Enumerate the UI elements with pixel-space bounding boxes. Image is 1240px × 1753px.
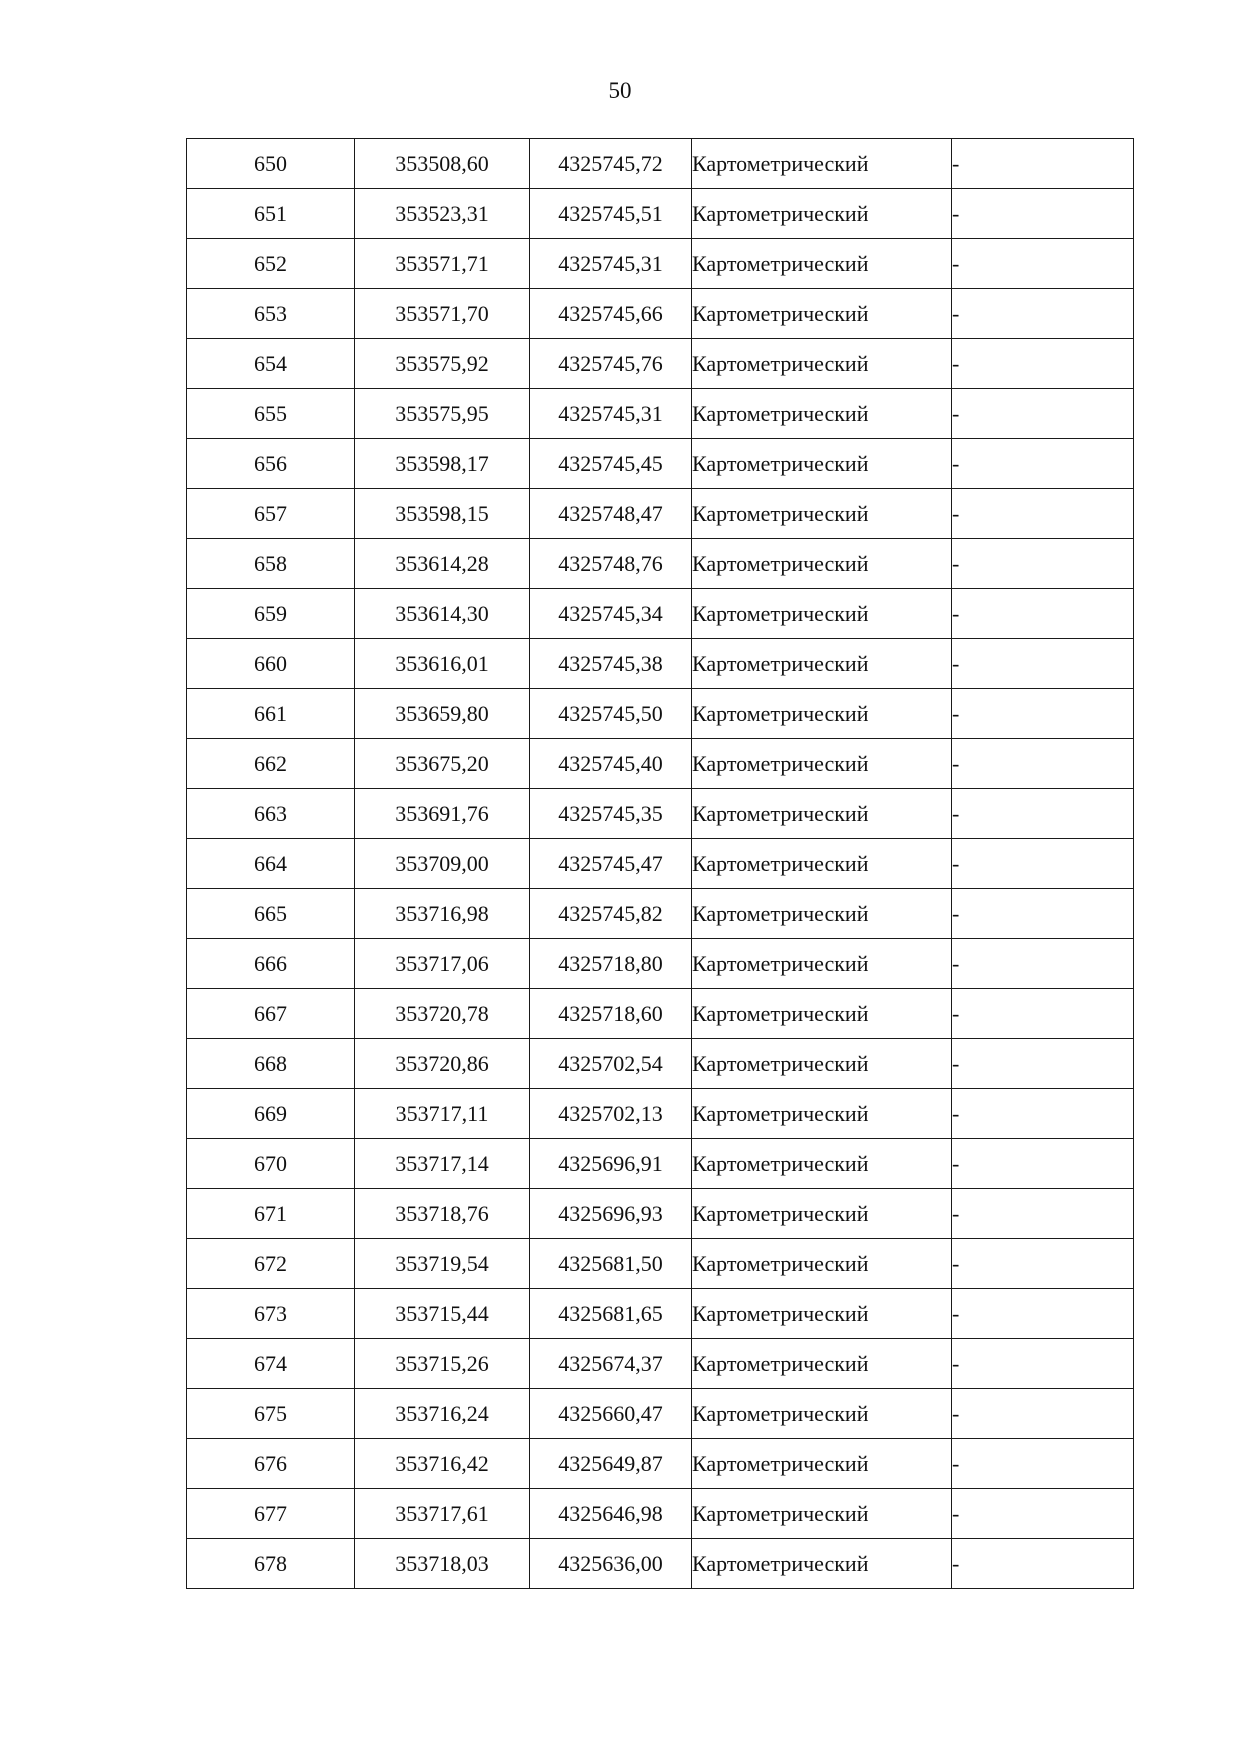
point-number-cell: 676	[187, 1439, 355, 1489]
y-coordinate-cell: 4325745,50	[530, 689, 692, 739]
method-cell: Картометрический	[692, 1139, 952, 1189]
x-coordinate-cell: 353715,44	[355, 1289, 530, 1339]
method-cell: Картометрический	[692, 1389, 952, 1439]
table-row	[187, 289, 1134, 339]
x-coordinate-cell: 353523,31	[355, 189, 530, 239]
y-coordinate-cell: 4325745,76	[530, 339, 692, 389]
point-number-cell: 667	[187, 989, 355, 1039]
extra-cell: -	[952, 239, 1134, 289]
extra-cell: -	[952, 889, 1134, 939]
table-row	[187, 589, 1134, 639]
x-coordinate-cell: 353709,00	[355, 839, 530, 889]
extra-cell: -	[952, 1439, 1134, 1489]
x-coordinate-cell: 353717,06	[355, 939, 530, 989]
table-row	[187, 1389, 1134, 1439]
y-coordinate-cell: 4325674,37	[530, 1339, 692, 1389]
point-number-cell: 662	[187, 739, 355, 789]
method-cell: Картометрический	[692, 189, 952, 239]
y-coordinate-cell: 4325745,66	[530, 289, 692, 339]
y-coordinate-cell: 4325681,65	[530, 1289, 692, 1339]
x-coordinate-cell: 353614,30	[355, 589, 530, 639]
point-number-cell: 664	[187, 839, 355, 889]
coordinates-table	[186, 138, 1134, 1589]
y-coordinate-cell: 4325745,31	[530, 389, 692, 439]
coordinates-table-body	[187, 139, 1134, 1589]
extra-cell: -	[952, 139, 1134, 189]
point-number-cell: 655	[187, 389, 355, 439]
x-coordinate-cell: 353575,95	[355, 389, 530, 439]
table-row	[187, 1539, 1134, 1589]
method-cell: Картометрический	[692, 1239, 952, 1289]
method-cell: Картометрический	[692, 1189, 952, 1239]
y-coordinate-cell: 4325748,47	[530, 489, 692, 539]
extra-cell: -	[952, 689, 1134, 739]
y-coordinate-cell: 4325681,50	[530, 1239, 692, 1289]
point-number-cell: 651	[187, 189, 355, 239]
extra-cell: -	[952, 1239, 1134, 1289]
x-coordinate-cell: 353691,76	[355, 789, 530, 839]
x-coordinate-cell: 353716,42	[355, 1439, 530, 1489]
y-coordinate-cell: 4325745,35	[530, 789, 692, 839]
x-coordinate-cell: 353717,14	[355, 1139, 530, 1189]
method-cell: Картометрический	[692, 989, 952, 1039]
point-number-cell: 674	[187, 1339, 355, 1389]
x-coordinate-cell: 353717,61	[355, 1489, 530, 1539]
point-number-cell: 650	[187, 139, 355, 189]
point-number-cell: 673	[187, 1289, 355, 1339]
point-number-cell: 669	[187, 1089, 355, 1139]
point-number-cell: 656	[187, 439, 355, 489]
table-row	[187, 1289, 1134, 1339]
point-number-cell: 652	[187, 239, 355, 289]
table-row	[187, 1339, 1134, 1389]
point-number-cell: 654	[187, 339, 355, 389]
x-coordinate-cell: 353716,98	[355, 889, 530, 939]
extra-cell: -	[952, 939, 1134, 989]
point-number-cell: 663	[187, 789, 355, 839]
method-cell: Картометрический	[692, 1539, 952, 1589]
x-coordinate-cell: 353720,86	[355, 1039, 530, 1089]
table-row	[187, 1039, 1134, 1089]
point-number-cell: 675	[187, 1389, 355, 1439]
method-cell: Картометрический	[692, 1089, 952, 1139]
table-row	[187, 889, 1134, 939]
point-number-cell: 666	[187, 939, 355, 989]
y-coordinate-cell: 4325745,82	[530, 889, 692, 939]
table-row	[187, 1239, 1134, 1289]
extra-cell: -	[952, 1089, 1134, 1139]
point-number-cell: 670	[187, 1139, 355, 1189]
method-cell: Картометрический	[692, 289, 952, 339]
method-cell: Картометрический	[692, 389, 952, 439]
method-cell: Картометрический	[692, 1489, 952, 1539]
y-coordinate-cell: 4325745,31	[530, 239, 692, 289]
extra-cell: -	[952, 439, 1134, 489]
extra-cell: -	[952, 339, 1134, 389]
x-coordinate-cell: 353571,70	[355, 289, 530, 339]
x-coordinate-cell: 353720,78	[355, 989, 530, 1039]
y-coordinate-cell: 4325646,98	[530, 1489, 692, 1539]
method-cell: Картометрический	[692, 489, 952, 539]
y-coordinate-cell: 4325636,00	[530, 1539, 692, 1589]
table-row	[187, 1139, 1134, 1189]
extra-cell: -	[952, 1339, 1134, 1389]
extra-cell: -	[952, 1389, 1134, 1439]
x-coordinate-cell: 353719,54	[355, 1239, 530, 1289]
extra-cell: -	[952, 1039, 1134, 1089]
y-coordinate-cell: 4325745,51	[530, 189, 692, 239]
x-coordinate-cell: 353675,20	[355, 739, 530, 789]
method-cell: Картометрический	[692, 139, 952, 189]
y-coordinate-cell: 4325696,91	[530, 1139, 692, 1189]
table-row	[187, 1489, 1134, 1539]
point-number-cell: 661	[187, 689, 355, 739]
point-number-cell: 659	[187, 589, 355, 639]
x-coordinate-cell: 353659,80	[355, 689, 530, 739]
y-coordinate-cell: 4325745,38	[530, 639, 692, 689]
y-coordinate-cell: 4325696,93	[530, 1189, 692, 1239]
point-number-cell: 653	[187, 289, 355, 339]
x-coordinate-cell: 353598,15	[355, 489, 530, 539]
x-coordinate-cell: 353616,01	[355, 639, 530, 689]
table-row	[187, 739, 1134, 789]
point-number-cell: 668	[187, 1039, 355, 1089]
y-coordinate-cell: 4325660,47	[530, 1389, 692, 1439]
point-number-cell: 658	[187, 539, 355, 589]
table-row	[187, 1189, 1134, 1239]
table-row	[187, 439, 1134, 489]
y-coordinate-cell: 4325745,45	[530, 439, 692, 489]
method-cell: Картометрический	[692, 689, 952, 739]
method-cell: Картометрический	[692, 589, 952, 639]
extra-cell: -	[952, 1539, 1134, 1589]
method-cell: Картометрический	[692, 639, 952, 689]
x-coordinate-cell: 353718,03	[355, 1539, 530, 1589]
table-row	[187, 339, 1134, 389]
method-cell: Картометрический	[692, 739, 952, 789]
x-coordinate-cell: 353614,28	[355, 539, 530, 589]
extra-cell: -	[952, 789, 1134, 839]
y-coordinate-cell: 4325702,54	[530, 1039, 692, 1089]
table-row	[187, 539, 1134, 589]
extra-cell: -	[952, 1489, 1134, 1539]
extra-cell: -	[952, 989, 1134, 1039]
method-cell: Картометрический	[692, 1339, 952, 1389]
x-coordinate-cell: 353575,92	[355, 339, 530, 389]
x-coordinate-cell: 353571,71	[355, 239, 530, 289]
method-cell: Картометрический	[692, 1289, 952, 1339]
method-cell: Картометрический	[692, 239, 952, 289]
method-cell: Картометрический	[692, 539, 952, 589]
extra-cell: -	[952, 389, 1134, 439]
y-coordinate-cell: 4325702,13	[530, 1089, 692, 1139]
extra-cell: -	[952, 289, 1134, 339]
x-coordinate-cell: 353508,60	[355, 139, 530, 189]
method-cell: Картометрический	[692, 1039, 952, 1089]
method-cell: Картометрический	[692, 889, 952, 939]
table-row	[187, 689, 1134, 739]
x-coordinate-cell: 353717,11	[355, 1089, 530, 1139]
extra-cell: -	[952, 589, 1134, 639]
table-row	[187, 239, 1134, 289]
y-coordinate-cell: 4325649,87	[530, 1439, 692, 1489]
table-row	[187, 489, 1134, 539]
point-number-cell: 678	[187, 1539, 355, 1589]
extra-cell: -	[952, 639, 1134, 689]
x-coordinate-cell: 353716,24	[355, 1389, 530, 1439]
extra-cell: -	[952, 539, 1134, 589]
page-number: 50	[608, 78, 632, 103]
method-cell: Картометрический	[692, 339, 952, 389]
y-coordinate-cell: 4325748,76	[530, 539, 692, 589]
table-row	[187, 389, 1134, 439]
extra-cell: -	[952, 1289, 1134, 1339]
y-coordinate-cell: 4325745,72	[530, 139, 692, 189]
point-number-cell: 671	[187, 1189, 355, 1239]
extra-cell: -	[952, 489, 1134, 539]
x-coordinate-cell: 353718,76	[355, 1189, 530, 1239]
table-row	[187, 1089, 1134, 1139]
y-coordinate-cell: 4325745,40	[530, 739, 692, 789]
point-number-cell: 665	[187, 889, 355, 939]
table-row	[187, 939, 1134, 989]
y-coordinate-cell: 4325745,47	[530, 839, 692, 889]
method-cell: Картометрический	[692, 789, 952, 839]
point-number-cell: 677	[187, 1489, 355, 1539]
x-coordinate-cell: 353598,17	[355, 439, 530, 489]
y-coordinate-cell: 4325718,80	[530, 939, 692, 989]
method-cell: Картометрический	[692, 939, 952, 989]
method-cell: Картометрический	[692, 439, 952, 489]
extra-cell: -	[952, 189, 1134, 239]
method-cell: Картометрический	[692, 839, 952, 889]
extra-cell: -	[952, 1189, 1134, 1239]
table-row	[187, 189, 1134, 239]
y-coordinate-cell: 4325745,34	[530, 589, 692, 639]
point-number-cell: 672	[187, 1239, 355, 1289]
point-number-cell: 660	[187, 639, 355, 689]
table-row	[187, 989, 1134, 1039]
point-number-cell: 657	[187, 489, 355, 539]
table-row	[187, 1439, 1134, 1489]
table-row	[187, 789, 1134, 839]
extra-cell: -	[952, 1139, 1134, 1189]
table-row	[187, 639, 1134, 689]
table-row	[187, 839, 1134, 889]
extra-cell: -	[952, 839, 1134, 889]
table-row	[187, 139, 1134, 189]
y-coordinate-cell: 4325718,60	[530, 989, 692, 1039]
method-cell: Картометрический	[692, 1439, 952, 1489]
x-coordinate-cell: 353715,26	[355, 1339, 530, 1389]
extra-cell: -	[952, 739, 1134, 789]
